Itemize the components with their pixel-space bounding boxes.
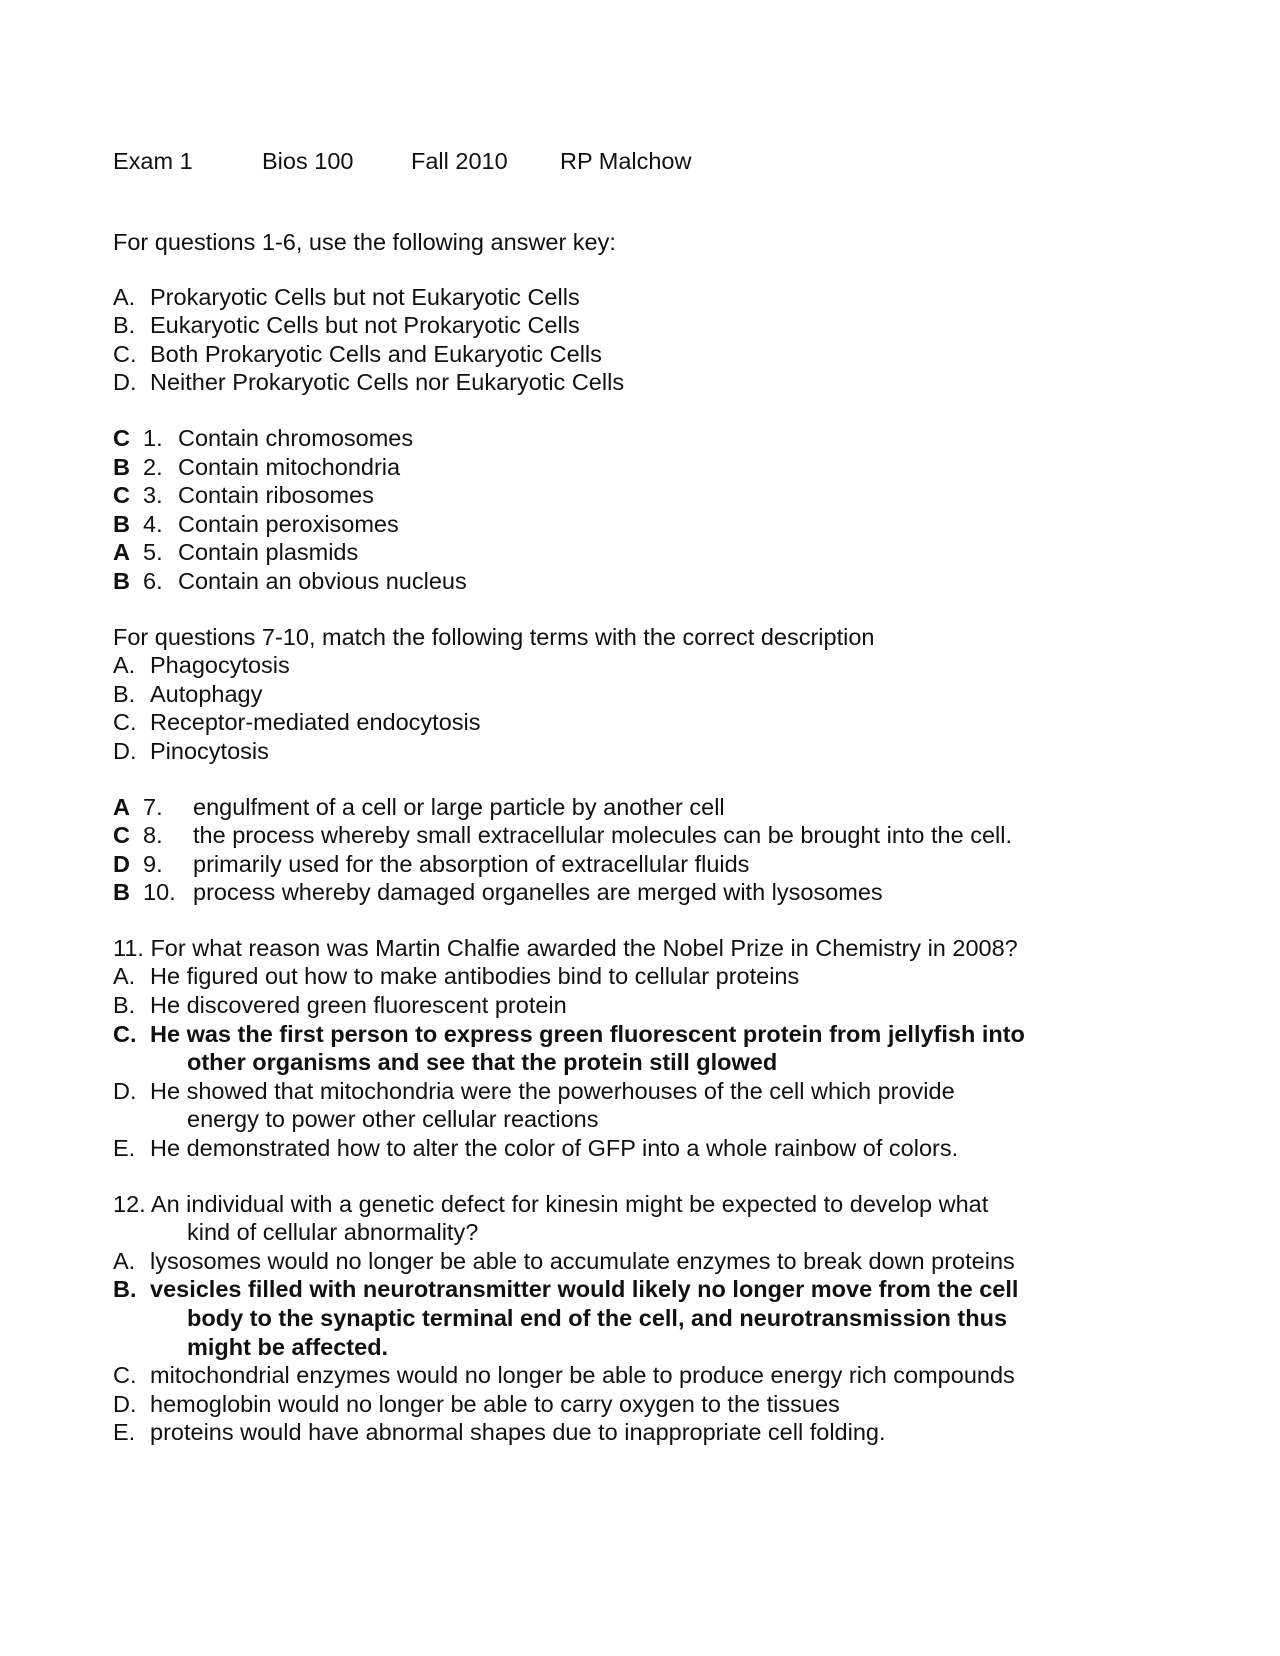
section1-intro: For questions 1-6, use the following answer key: <box>113 229 616 255</box>
q11-stem: 11. For what reason was Martin Chalfie awarded the Nobel Prize in Chemistry in 2008? <box>113 934 1018 961</box>
q12-option-a: A. lysosomes would no longer be able to accumulate enzymes to break down proteins <box>113 1247 1015 1274</box>
answer-mark: A <box>113 539 130 566</box>
question-row: C 3. Contain ribosomes <box>113 482 374 509</box>
term-item: C. Receptor-mediated endocytosis <box>113 709 481 736</box>
answer-mark: B <box>113 453 130 480</box>
answer-mark: B <box>113 567 130 594</box>
exam-title: Exam 1 <box>113 148 193 174</box>
term-item: B. Autophagy <box>113 680 263 707</box>
q11-option-c-correct: C. He was the first person to express green fluorescent protein from jellyfish into <box>113 1020 1025 1047</box>
question-row: B 2. Contain mitochondria <box>113 453 401 480</box>
answer-mark: C <box>113 424 130 451</box>
answer-mark: C <box>113 482 130 509</box>
section2-intro: For questions 7-10, match the following terms with the correct description <box>113 623 875 650</box>
q11-option-d-cont: energy to power other cellular reactions <box>187 1106 599 1133</box>
answer-key-item: A. Prokaryotic Cells but not Eukaryotic Cells <box>113 283 580 310</box>
course-name: Bios 100 <box>262 148 354 174</box>
q11-option-c-cont: other organisms and see that the protein still glowed <box>187 1049 778 1076</box>
answer-key-item: C. Both Prokaryotic Cells and Eukaryotic Cells <box>113 340 602 367</box>
answer-mark: D <box>113 850 130 877</box>
answer-mark: B <box>113 879 130 906</box>
answer-key-item: D. Neither Prokaryotic Cells nor Eukaryotic Cells <box>113 369 625 396</box>
q11-option-a: A. He figured out how to make antibodies bind to cellular proteins <box>113 963 800 990</box>
question-row: B 4. Contain peroxisomes <box>113 510 399 537</box>
q12-option-b-cont: body to the synaptic terminal end of the cell, and neurotransmission thus <box>187 1305 1008 1331</box>
answer-mark: A <box>113 793 130 820</box>
question-row: B 10. process whereby damaged organelles are merged with lysosomes <box>113 879 883 906</box>
term-item: D. Pinocytosis <box>113 737 269 764</box>
question-row: A 7. engulfment of a cell or large particle by another cell <box>113 793 725 820</box>
term-item: A. Phagocytosis <box>113 652 290 679</box>
term: Fall 2010 <box>411 148 508 174</box>
question-row: C 8. the process whereby small extracellular molecules can be brought into the cell. <box>113 822 1013 849</box>
q12-option-b-correct: B. vesicles filled with neurotransmitter would likely no longer move from the cell <box>113 1276 1019 1303</box>
answer-mark: C <box>113 822 130 849</box>
q12-option-c: C. mitochondrial enzymes would no longer be able to produce energy rich compounds <box>113 1362 1015 1389</box>
q12-stem: 12. An individual with a genetic defect for kinesin might be expected to develop what <box>113 1190 989 1217</box>
question-row: A 5. Contain plasmids <box>113 539 359 566</box>
q11-option-d: D. He showed that mitochondria were the powerhouses of the cell which provide <box>113 1077 955 1104</box>
q12-option-e: E. proteins would have abnormal shapes due to inappropriate cell folding. <box>113 1419 886 1446</box>
answer-mark: B <box>113 510 130 537</box>
q12-stem-cont: kind of cellular abnormality? <box>187 1219 479 1246</box>
q11-option-e: E. He demonstrated how to alter the color of GFP into a whole rainbow of colors. <box>113 1135 959 1162</box>
exam-page <box>113 146 1233 1447</box>
exam-header <box>113 146 1233 176</box>
answer-key-item: B. Eukaryotic Cells but not Prokaryotic Cells <box>113 312 580 339</box>
instructor: RP Malchow <box>560 148 692 174</box>
q11-option-b: B. He discovered green fluorescent protein <box>113 992 567 1019</box>
question-row: B 6. Contain an obvious nucleus <box>113 567 467 594</box>
question-row: D 9. primarily used for the absorption of extracellular fluids <box>113 850 750 877</box>
q12-option-b-cont: might be affected. <box>187 1333 389 1360</box>
q12-option-d: D. hemoglobin would no longer be able to carry oxygen to the tissues <box>113 1390 840 1417</box>
question-row: C 1. Contain chromosomes <box>113 424 414 451</box>
